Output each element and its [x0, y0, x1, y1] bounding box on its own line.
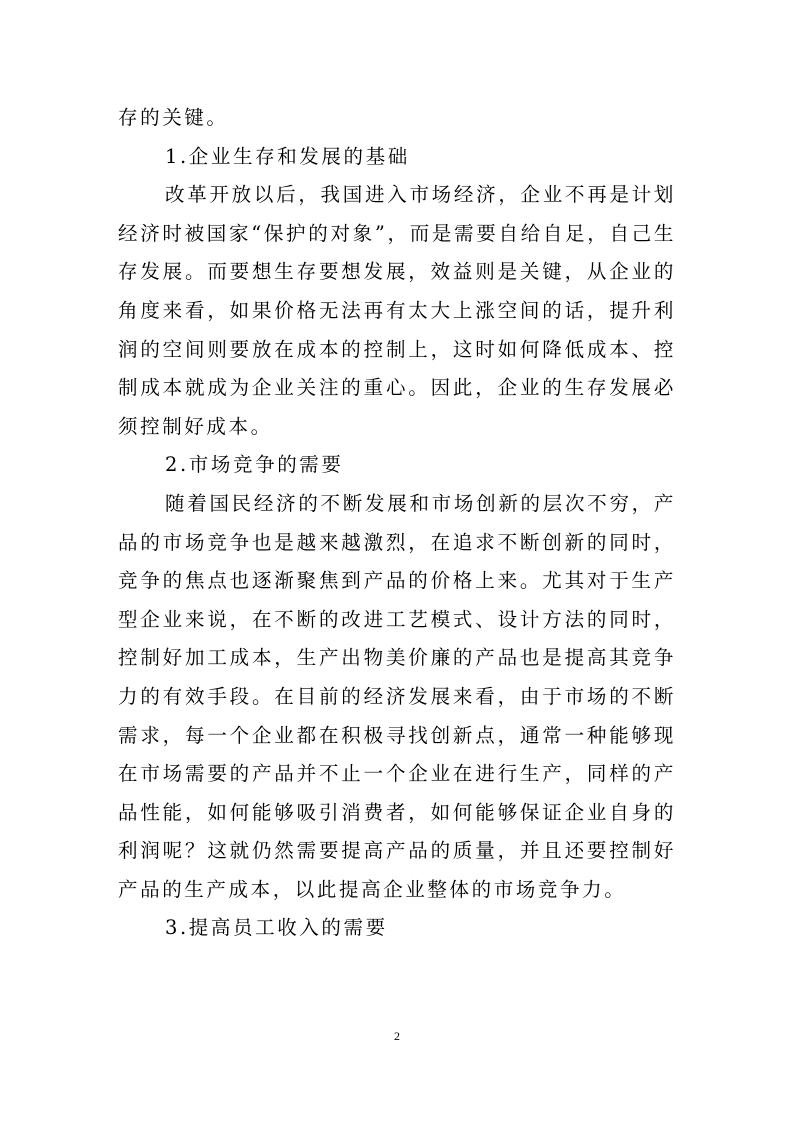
section-heading-3: 3.提高员工收入的需要 — [165, 916, 388, 940]
section-heading-1: 1.企业生存和发展的基础 — [165, 144, 410, 168]
section-heading-2: 2.市场竞争的需要 — [165, 453, 344, 477]
paragraph-2: 随着国民经济的不断发展和市场创新的层次不穷，产品的市场竞争也是越来越激烈，在追求不断创新的同时，竞争的焦点也逐渐聚焦到产品的价格上来。尤其对于生产型企业来说，在不断的改进工艺模式、设计方法的同时，控制好加工成本，生产出物美价廉的产品也是提高其竞争力的有效手段。在目前的经济发展来看，由于市场的不断需求，每一个企业都在积极寻找创新点，通常一种能够现在市场需要的产品并不止一个企业在进行生产，同样的产品性能，如何能够吸引消费者，如何能够保证企业自身的利润呢？这就仍然需要提高产品的质量，并且还要控制好产品的生产成本，以此提高企业整体的市场竞争力。 — [118, 491, 676, 901]
page-number: 2 — [394, 1029, 400, 1043]
document-body — [118, 99, 676, 948]
paragraph-continued: 存的关键。 — [118, 106, 229, 129]
paragraph-1: 改革开放以后，我国进入市场经济，企业不再是计划经济时被国家“保护的对象”，而是需要自给自足，自己生存发展。而要想生存要想发展，效益则是关键，从企业的角度来看，如果价格无法再有太大上涨空间的话，提升利润的空间则要放在成本的控制上，这时如何降低成本、控制成本就成为企业关注的重心。因此，企业的生存发展必须控制好成本。 — [118, 183, 676, 438]
